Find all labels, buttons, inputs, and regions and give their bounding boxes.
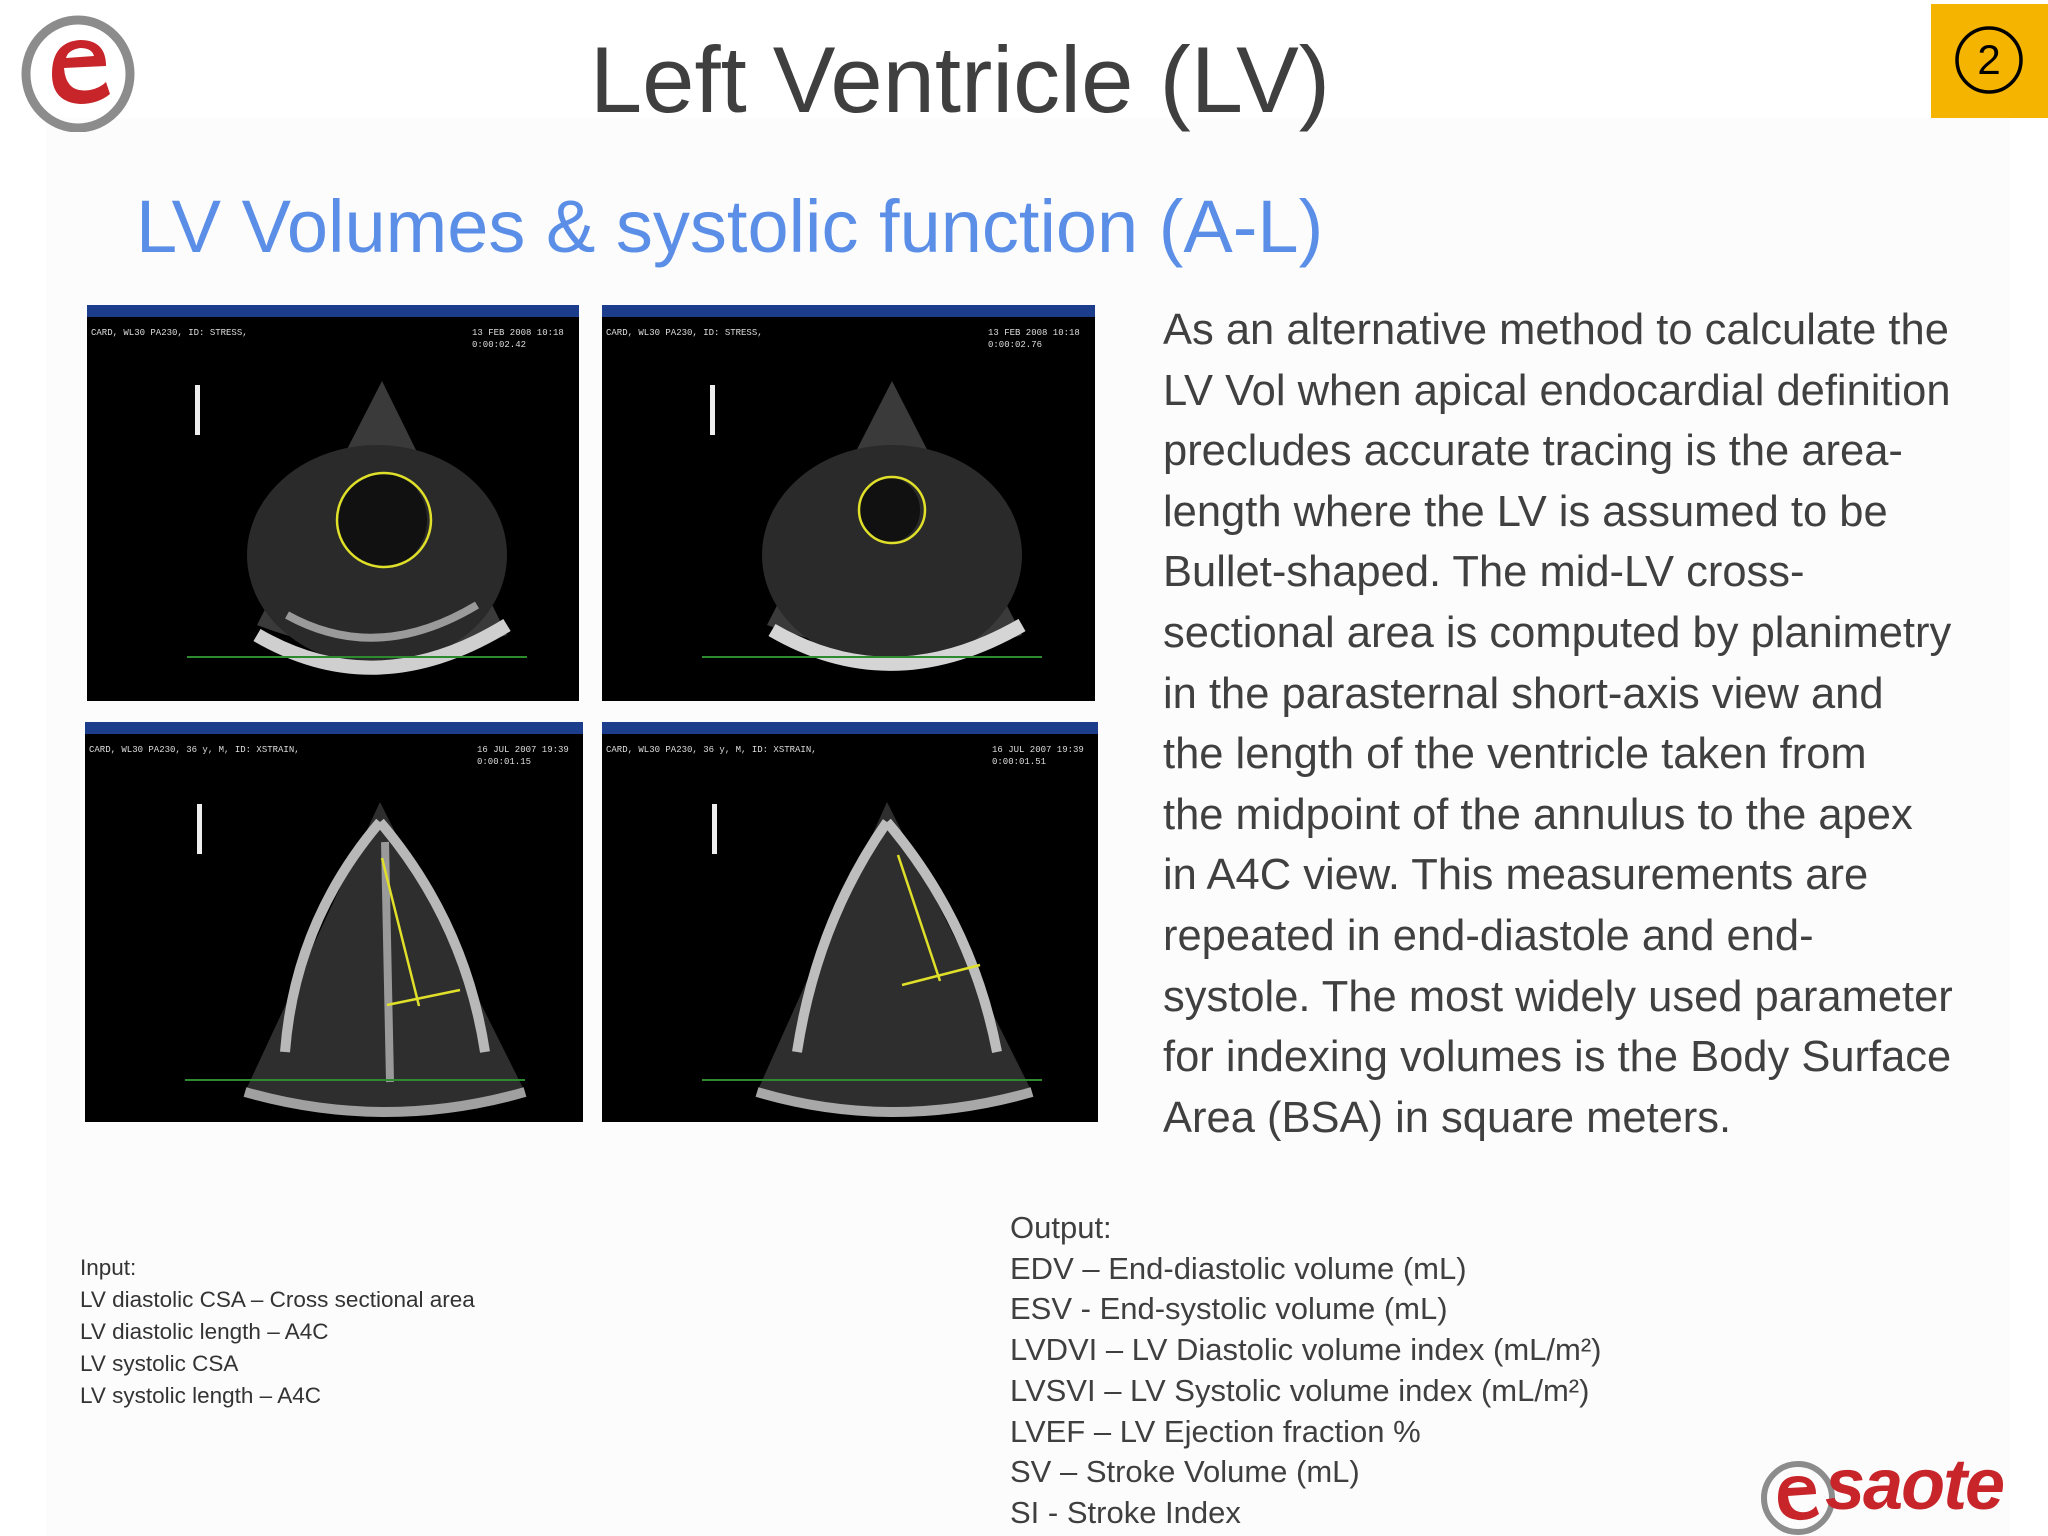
input-list [80,1252,475,1412]
output-list [1010,1208,1601,1534]
echo-image-a4c-diastole [85,722,583,1122]
svg-text:CARD, WL30 PA230, 36 y, M, ID:: CARD, WL30 PA230, 36 y, M, ID: XSTRAIN, [606,745,817,755]
esaote-brand-logo [1760,1445,2030,1536]
brand-wordmark: saote [1825,1445,2004,1525]
body-line: the midpoint of the annulus to the apex [1163,790,1913,839]
svg-text:16 JUL 2007 19:39: 16 JUL 2007 19:39 [992,745,1084,755]
body-line: Area (BSA) in square meters. [1163,1093,1732,1142]
body-line: systole. The most widely used parameter [1163,972,1953,1021]
output-item: SV – Stroke Volume (mL) [1010,1454,1360,1490]
section-subtitle: LV Volumes & systolic function (A-L) [136,185,1324,268]
output-item: LVEF – LV Ejection fraction % [1010,1413,1421,1449]
body-line: for indexing volumes is the Body Surface [1163,1033,1952,1082]
output-heading: Output: [1010,1210,1112,1245]
output-item: ESV - End-systolic volume (mL) [1010,1291,1448,1327]
input-item: LV systolic CSA [80,1351,239,1376]
output-item: EDV – End-diastolic volume (mL) [1010,1250,1467,1286]
page-number-circle [1953,24,2025,96]
svg-text:0:00:01.15: 0:00:01.15 [477,757,532,767]
page-number: 2 [1977,36,2001,83]
svg-text:16 JUL 2007 19:39: 16 JUL 2007 19:39 [477,745,569,755]
body-line: As an alternative method to calculate the [1163,306,1949,354]
output-item: LVSVI – LV Systolic volume index (mL/m²) [1010,1372,1590,1408]
svg-text:13 FEB 2008 10:18: 13 FEB 2008 10:18 [988,328,1080,338]
svg-text:CARD, WL30 PA230, ID: STRESS,: CARD, WL30 PA230, ID: STRESS, [606,328,763,338]
input-heading: Input: [80,1255,137,1280]
input-item: LV systolic length – A4C [80,1383,321,1408]
svg-text:13 FEB 2008 10:18: 13 FEB 2008 10:18 [472,328,564,338]
body-line: sectional area is computed by planimetry [1163,608,1952,657]
body-line: the length of the ventricle taken from [1163,730,1867,779]
svg-text:0:00:01.51: 0:00:01.51 [992,757,1047,767]
body-line: length where the LV is assumed to be [1163,487,1888,536]
echo-image-a4c-systole [602,722,1098,1122]
svg-text:CARD, WL30 PA230, 36 y, M, ID:: CARD, WL30 PA230, 36 y, M, ID: XSTRAIN, [89,745,300,755]
method-description [1163,300,2025,1148]
echo-image-psax-systole [602,305,1095,701]
body-line: precludes accurate tracing is the area- [1163,427,1903,476]
body-line: in the parasternal short-axis view and [1163,669,1884,718]
body-line: Bullet-shaped. The mid-LV cross- [1163,548,1805,597]
input-item: LV diastolic length – A4C [80,1319,329,1344]
svg-text:0:00:02.76: 0:00:02.76 [988,340,1043,350]
echo-image-psax-diastole [87,305,579,701]
output-item: SI - Stroke Index [1010,1494,1241,1530]
body-line: LV Vol when apical endocardial definition [1163,366,1951,415]
svg-text:0:00:02.42: 0:00:02.42 [472,340,527,350]
esaote-e-icon [20,8,142,132]
svg-text:CARD, WL30 PA230, ID: STRESS,: CARD, WL30 PA230, ID: STRESS, [91,328,248,338]
input-item: LV diastolic CSA – Cross sectional area [80,1287,475,1312]
page-number-badge [1931,4,2048,118]
output-item: LVDVI – LV Diastolic volume index (mL/m²) [1010,1332,1602,1368]
body-line: in A4C view. This measurements are [1163,851,1869,900]
body-line: repeated in end-diastole and end- [1163,911,1814,960]
page-title: Left Ventricle (LV) [589,27,1331,132]
